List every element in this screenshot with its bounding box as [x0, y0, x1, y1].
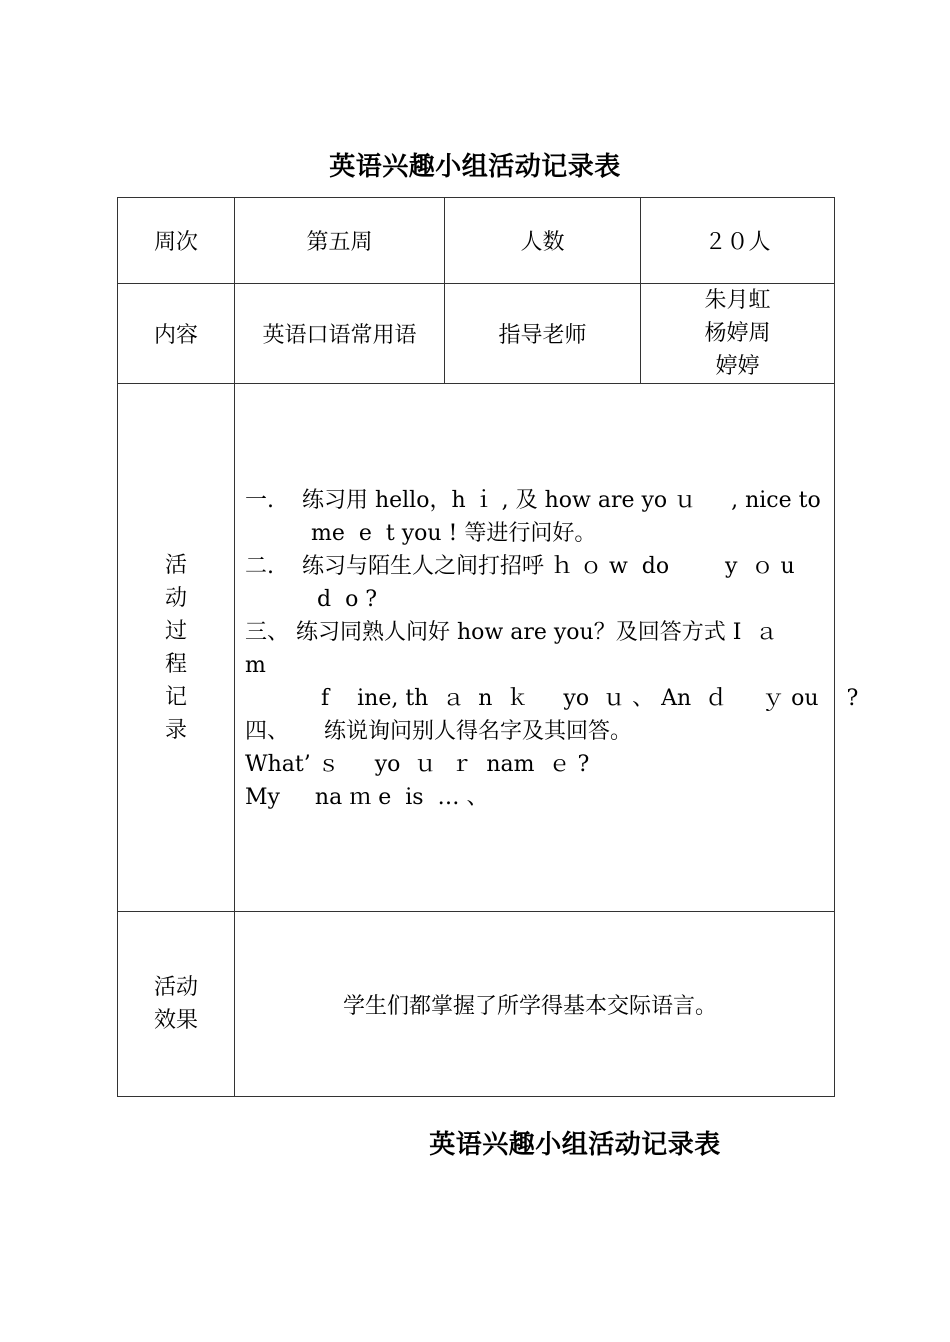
content-value: 英语口语常用语	[235, 284, 445, 384]
log-line: m	[245, 653, 266, 678]
week-label: 周次	[118, 198, 235, 284]
log-line: me e t you ! 等进行问好。	[311, 521, 597, 546]
teacher-name: 朱月虹	[704, 288, 771, 313]
process-label-char: 活	[164, 552, 187, 578]
process-label	[118, 384, 235, 912]
effect-label-line: 活动	[153, 975, 198, 1000]
table-row	[118, 912, 835, 1097]
teacher-names	[641, 284, 835, 384]
effect-value: 学生们都掌握了所学得基本交际语言。	[235, 912, 835, 1097]
log-line: f ine, th ａ n ｋ yo ｕ 、 An ｄ ｙ ou ?	[321, 686, 859, 711]
process-label-char: 录	[164, 717, 187, 743]
process-label-char: 记	[164, 684, 187, 710]
count-value: ２０人	[641, 198, 835, 284]
content-label: 内容	[118, 284, 235, 384]
process-label-char: 过	[164, 618, 187, 644]
process-log	[235, 384, 859, 912]
activity-record-table	[117, 197, 859, 1097]
log-line: 四、 练说询问别人得名字及其回答。	[245, 719, 632, 744]
effect-label-line: 效果	[153, 1008, 198, 1033]
table-row	[118, 198, 835, 284]
week-value: 第五周	[235, 198, 445, 284]
table-row	[118, 384, 835, 912]
table-row	[118, 284, 835, 384]
teacher-label: 指导老师	[445, 284, 641, 384]
process-label-char: 程	[164, 651, 187, 677]
next-page-title: 英语兴趣小组活动记录表	[429, 1130, 721, 1160]
teacher-name: 杨婷周	[704, 321, 771, 346]
effect-label	[118, 912, 235, 1097]
log-line: My na ｍ e is … 、	[245, 785, 489, 810]
log-line: 一. 练习用 hello，h ｉ , 及 how are yo ｕ , nice to	[245, 488, 821, 513]
process-label-char: 动	[164, 585, 187, 611]
count-label: 人数	[445, 198, 641, 284]
log-line: What’ ｓ yo ｕ ｒ nam ｅ ?	[245, 752, 590, 777]
log-line: 二. 练习与陌生人之间打招呼 ｈ ｏ w do y ｏ u	[245, 554, 795, 579]
page-title: 英语兴趣小组活动记录表	[329, 152, 621, 182]
log-line: d o ?	[317, 587, 378, 612]
teacher-name: 婷婷	[715, 354, 760, 379]
log-line: 三、 练习同熟人问好 how are you？及回答方式 I ａ	[245, 620, 778, 645]
